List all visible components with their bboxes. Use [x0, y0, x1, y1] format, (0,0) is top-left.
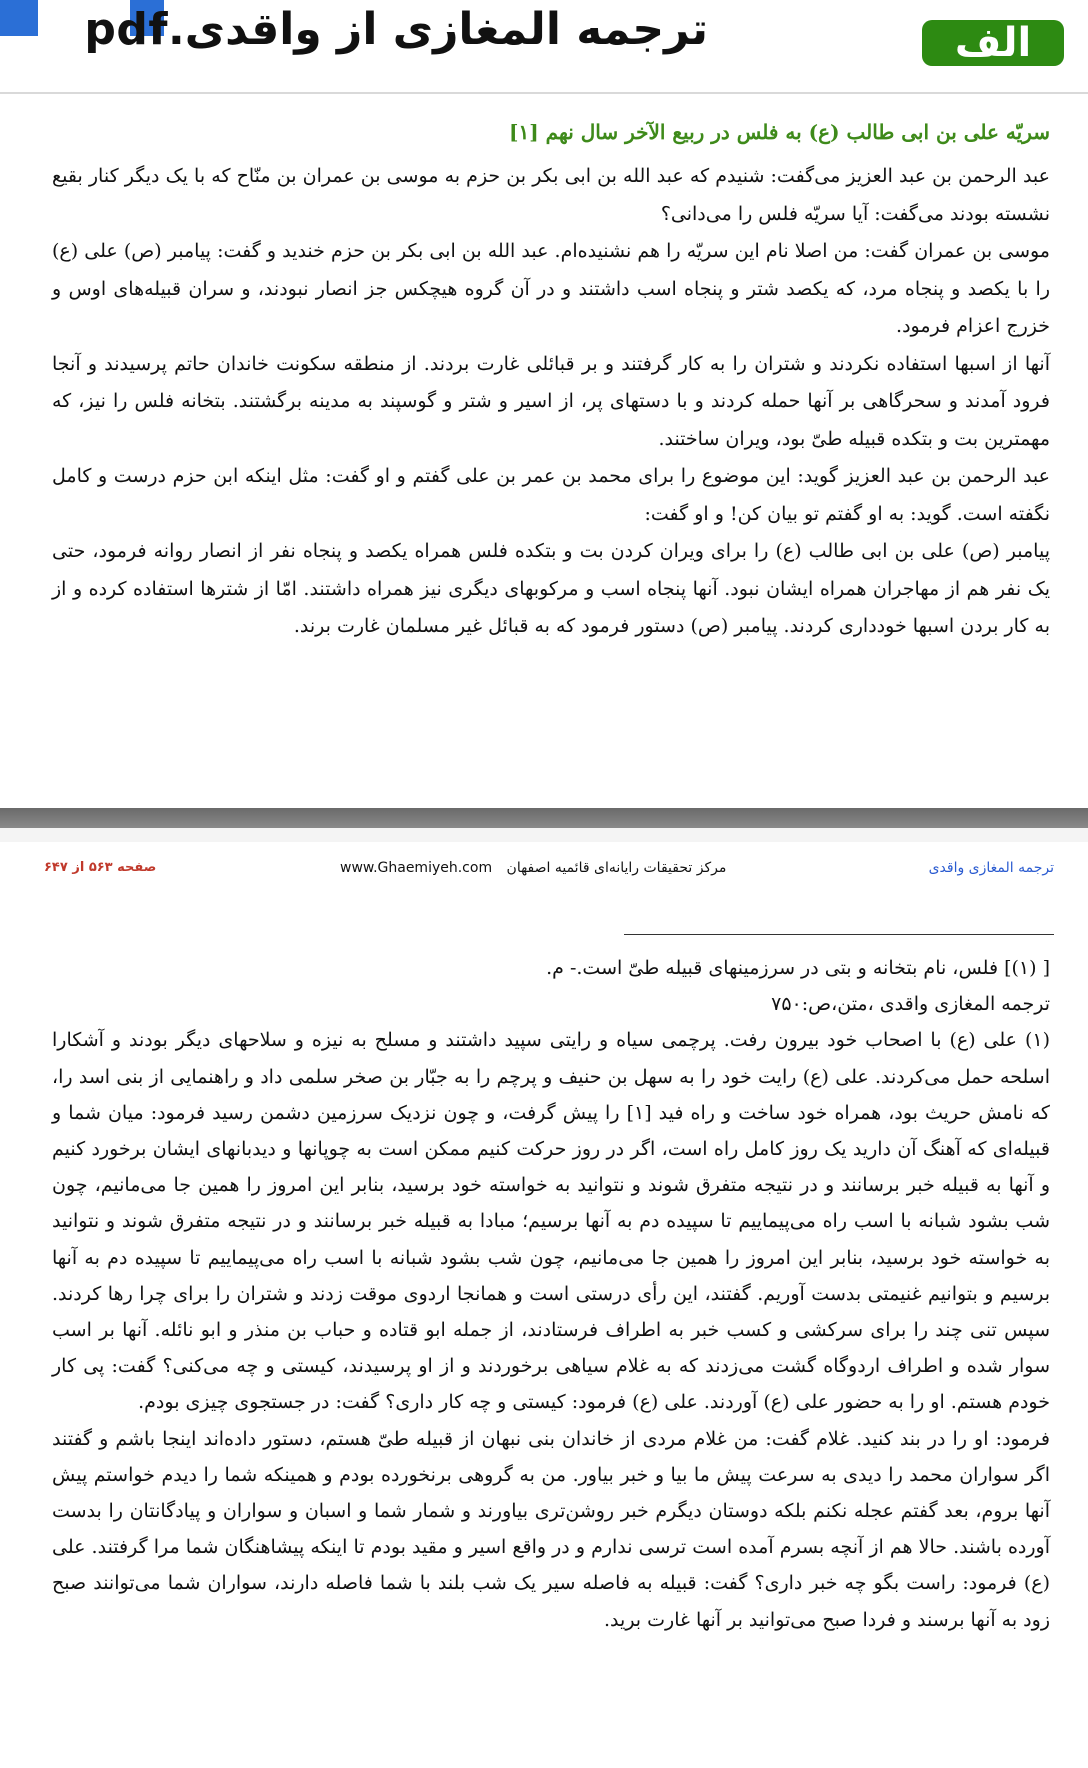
paragraph: پیامبر (ص) علی بن ابی طالب (ع) را برای ویران کردن بت و بتکده فلس همراه یکصد و پنجاه نفر از انصار روانه فرمود، حتی یک نفر هم از مهاجران همراه ایشان نبود. آنها پنجاه اسب و مرکوبهای دیگری نیز همراه داشتند. امّا از شترها استفاده کرده و از به کار بردن اسبها خودداری کردند. پیامبر (ص) دستور فرمود که به قبائل غیر مسلمان غارت برند.: [52, 540, 1050, 637]
document-title: ترجمه المغازی از واقدی.pdf: [84, 4, 708, 55]
book-title-link[interactable]: ترجمه المغازی واقدی: [928, 860, 1054, 876]
paragraph: آنها از اسبها استفاده نکردند و شتران را به کار گرفتند و بر قبائلی غارت بردند. از منطقه سکونت خاندان حاتم پرسیدند و آنجا فرود آمدند و سحرگاهی بر آنها حمله کردند و با دستهای پر، از اسیر و شتر و گوسپند به مدینه برگشتند. بتخانه فلس را نیز، که مهمترین بت و بتکده قبیله طیّ بود، ویران ساختند.: [52, 352, 1050, 450]
document-header: [0, 0, 1088, 94]
page-separator: [0, 808, 1088, 828]
publisher-name: مرکز تحقیقات رایانه‌ای قائمیه اصفهان: [506, 860, 727, 876]
logo-text: الف: [954, 20, 1032, 66]
running-header: [44, 856, 1054, 886]
tab-marker-left: [0, 0, 38, 36]
page-upper-content: [52, 112, 1050, 646]
footnote: [ (۱)] فلس، نام بتخانه و بتی در سرزمینهای قبیله طیّ است.- م.: [546, 957, 1050, 979]
page-indicator: صفحه ۵۶۳ از ۶۴۷: [44, 860, 157, 875]
website-link[interactable]: www.Ghaemiyeh.com: [340, 860, 493, 876]
alef-logo-icon: [918, 2, 1068, 84]
paragraph: فرمود: او را در بند کنید. غلام گفت: من غلام مردی از خاندان بنی نبهان از قبیله طیّ هستم، دستور داده‌اند اینجا باشم و گفتند اگر سواران محمد را دیدی به سرعت پیش ما بیا و خبر بیاور. من به گروهی برنخورده بودم و همینکه شما را دیدم خواستم پیش آنها بروم، بعد گفتم عجله نکنم بلکه دوستان دیگرم خبر روشن‌تری بیاورند و شمار شما و اسبان و سواران و پیادگانتان را بدست آورده باشند. حالا هم از آنچه بسرم آمده است ترسی ندارم و در واقع اسیر و مقید بودم تا اینکه پیشاهنگان شما مرا گرفتند. علی (ع) فرمود: راست بگو چه خبر داری؟ گفت: قبیله به فاصله سیر یک شب بلند با شما فاصله دارند، سواران شما می‌توانند صبح زود به آنها برسند و فردا صبح می‌توانید بر آنها غارت برید.: [52, 1427, 1050, 1631]
paragraph: موسی بن عمران گفت: من اصلا نام این سریّه را هم نشنیده‌ام. عبد الله بن ابی بکر بن حزم خندید و گفت: پیامبر (ص) علی (ع) را با یکصد و پنجاه مرد، که یکصد شتر و پنجاه اسب داشتند و در آن گروه هیچکس جز انصار نبودند، و سران قبیله‌های اوس و خزرج اعزام فرمود.: [52, 240, 1050, 337]
footnote-rule: [624, 934, 1054, 935]
page-gap: [0, 828, 1088, 842]
page-lower-content: [52, 950, 1050, 1638]
paragraph: (۱) علی (ع) با اصحاب خود بیرون رفت. پرچمی سیاه و رایتی سپید داشتند و مسلح به نیزه و سلاحهای دیگر بودند و آشکارا اسلحه حمل می‌کردند. علی (ع) رایت خود را به سهل بن حنیف و پرچم را به جبّار بن صخر سلمی داد و راهنمایی از بنی اسد را، که نامش حریث بود، همراه خود ساخت و راه فید [۱] را پیش گرفت، و چون نزدیک سرزمین دشمن رسید فرمود: میان شما و قبیله‌ای که آهنگ آن دارید یک روز کامل راه است، اگر در روز حرکت کنیم ممکن است به چوپانها و دیدبانهای ایشان برخورد کنیم و آنها به قبیله خبر برسانند و در نتیجه متفرق شوند و نتوانید به خواسته خود برسید، بنابر این امروز را همین جا می‌مانیم، چون شب بشود شبانه با اسب راه می‌پیماییم تا سپیده دم به آنها برسیم؛ مبادا به قبیله خبر برسانند و در نتیجه متفرق شوند و نتوانید به خواسته خود برسید، بنابر این امروز را همین جا می‌مانیم، چون شب بشود شبانه با اسب راه می‌پیماییم تا سپیده دم به آنها برسیم و بتوانیم غنیمتی بدست آوریم. گفتند، این رأی درستی است و همانجا اردوی موقت زدند و شتران را برای چرا رها کردند. سپس تنی چند را برای سرکشی و کسب خبر به اطراف فرستادند، از جمله ابو قتاده و حباب بن منذر و ابو نائله. آنها بر اسب سوار شده و اطراف اردوگاه گشت می‌زدند که به غلام سیاهی برخوردند و از او پرسیدند، کیستی و چه می‌کنی؟ گفت: پی کار خودم هستم. او را به حضور علی (ع) آوردند. علی (ع) فرمود: کیستی و چه کار داری؟ گفت: در جستجوی چیزی بودم.: [52, 1029, 1050, 1414]
section-title: سریّه علی بن ابی طالب (ع) به فلس در ربیع الآخر سال نهم [۱]: [509, 120, 1050, 144]
paragraph: عبد الرحمن بن عبد العزیز می‌گفت: شنیدم که عبد الله بن ابی بکر بن حزم به موسی بن عمران بن منّاح که با یک دیگر کنار بقیع نشسته بودند می‌گفت: آیا سریّه فلس را می‌دانی؟: [52, 165, 1050, 225]
paragraph: عبد الرحمن بن عبد العزیز گوید: این موضوع را برای محمد بن عمر بن علی گفتم و او گفت: مثل اینکه ابن حزم درست و کامل نگفته است. گوید: به او گفتم تو بیان کن! و او گفت:: [52, 465, 1050, 525]
source-reference: ترجمه المغازی واقدی ،متن،ص:۷۵۰: [771, 993, 1050, 1016]
publisher-info: [340, 860, 726, 876]
